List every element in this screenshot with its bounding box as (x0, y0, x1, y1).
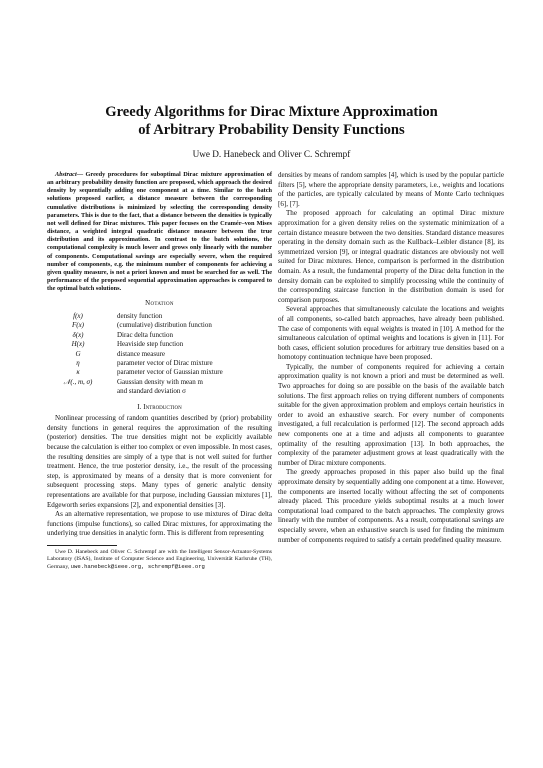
footnote-text: Uwe D. Hanebeck and Oliver C. Schrempf are with the Intelligent Sensor-Actuator-Systems Laboratory (ISAS), Institute of Computer Science and Engineering, Universität Karlsruhe (TH), Germany, (47, 548, 272, 571)
notation-symbol (47, 387, 117, 396)
notation-row (47, 312, 223, 321)
right-paragraph-1: densities by means of random samples [4], which is used by the popular particle filters [5], where the appropriate density parameters, i.e., weights and locations of the particles, are typically calculated by means of Monte Carlo techniques [6], [7]. (278, 171, 504, 208)
notation-symbol: G (75, 349, 81, 358)
right-column (278, 171, 504, 545)
notation-row (47, 350, 223, 359)
footnote-rule (47, 545, 117, 546)
title-line-2: of Arbitrary Probability Density Functions (138, 122, 405, 138)
notation-row (47, 387, 223, 396)
notation-row (47, 359, 223, 368)
notation-symbol: H(x) (71, 340, 85, 349)
abstract-text: Greedy procedures for suboptimal Dirac mixture approximation of an arbitrary probability density function are proposed, which approach the desired density by sequentially adding one component at a time. Similar to the batch solutions proposed earlier, a distance measure between the corresponding cumulative distributions is minimized by selecting the corresponding density parameters. This is due to the fact, that a distance between the densities is typically not well defined for Dirac mixtures. This paper focuses on the Cramér–von Mises distance, a weighted integral quadratic distance measure between the true distribution and its approximation. In contrast to the batch solutions, the computational complexity is much lower and grows only linearly with the number of components. Computational savings are especially severe, when the required number of components, e.g. the minimum number of components for achieving a given quality measure, is not a priori known and must be searched for as well. The performance of the proposed sequential approximation approaches is compared to the optimal batch solutions. (47, 171, 273, 293)
abstract (47, 171, 272, 293)
title-line-1: Greedy Algorithms for Dirac Mixture Approximation (105, 104, 438, 120)
notation-symbol: κ (76, 368, 80, 377)
notation-row (47, 340, 223, 349)
notation-title: Notation (145, 300, 174, 308)
notation-description: (cumulative) distribution function (117, 321, 212, 330)
right-paragraph-3: Several approaches that simultaneously calculate the locations and weights of all components, so-called batch approaches, have already been published. The case of components with equal weights is treated in [10]. A method for the simultaneous calculation of optimal weights and locations is given in [11]. For both cases, efficient solution procedures for arbitrary true densities based on a homotopy continuation technique have been proposed. (278, 305, 504, 362)
notation-symbol: 𝒩(., m, σ) (63, 377, 93, 386)
left-paragraph-2: As an alternative representation, we propose to use mixtures of Dirac delta functions (impulse functions), so called Dirac mixtures, for approximating the underlying true densities in analytic form. This is different from representing (47, 510, 272, 538)
right-paragraph-4: Typically, the number of components required for achieving a certain approximation quality is not known a priori and must be determined as well. Two approaches for doing so are possible on the basis of the available batch solutions. The first approach relies on trying different numbers of components suitable for the given approximation problem and employs certain heuristics in order to avoid an exhaustive search. For every number of components investigated, a full recalculation is performed [12]. The second approach adds new components one at a time and adjusts all components to guarantee optimality of the resulting approximation [13]. In both approaches, the complexity of the parameter adjustment grows at least quadratically with the number of Dirac mixture components. (278, 362, 504, 467)
left-paragraph-1: Nonlinear processing of random quantities described by (prior) probability density functions in general requires the approximation of the resulting (posterior) densities. The true densities might not be explicitly available because the calculation is either too complex or even impossible. In most cases, the resulting densities are simply of a type that is not well suited for further treatment. Hence, the true posterior density, i.e., the result of the processing step, is approximated by means of a density that is more convenient for subsequent processing steps. Many types of generic analytic density representations are available for that purpose, including Gaussian mixtures [1], Edgeworth series expansions [2], and exponential densities [3]. (47, 414, 272, 509)
right-paragraph-2: The proposed approach for calculating an optimal Dirac mixture approximation for a given density relies on the systematic minimization of a certain distance measure between the two densities. Standard distance measures operating in the density domain such as the Kullback–Leibler distance [8], its symmetrized version [9], or integral quadratic distances are obviously not well suited for Dirac mixtures. Hence, comparison is performed in the distribution domain. As a result, the fundamental property of the Dirac delta function in the density domain can be exploited to simplify processing while the continuity of the corresponding staircase function in the distribution domain is used for comparison purposes. (278, 209, 504, 304)
notation-row (47, 321, 223, 330)
footnote-emails: uwe.hanebeck@ieee.org, schrempf@ieee.org (70, 563, 205, 571)
notation-description: Gaussian density with mean m (117, 377, 203, 386)
notation-description: parameter vector of Dirac mixture (117, 358, 213, 367)
notation-symbol: F(x) (71, 321, 85, 330)
notation-description: parameter vector of Gaussian mixture (117, 368, 223, 377)
paper-title (40, 103, 503, 139)
notation-description: Dirac delta function (117, 330, 173, 339)
footnote (47, 549, 272, 572)
notation-description: distance measure (117, 349, 166, 358)
section-heading-introduction: I. Introduction (137, 402, 182, 411)
abstract-dash: — (76, 171, 86, 178)
right-paragraph-5: The greedy approaches proposed in this paper also build up the final approximate density by sequentially adding one component at a time. However, the components are inserted locally without affecting the set of components already placed. This procedure yields suboptimal results at a much lower computational load compared to the batch approaches. The complexity grows linearly with the number of components. As a result, computational savings are especially severe, when an exhaustive search is used for finding the minimum number of components required to satisfy a certain predefined quality measure. (278, 468, 504, 544)
notation-symbol: η (76, 358, 80, 367)
notation-symbol: δ(x) (72, 330, 84, 339)
notation-row (47, 378, 223, 387)
notation-description: Heaviside step function (117, 340, 184, 349)
notation-row (47, 331, 223, 340)
notation-symbol: f(x) (73, 311, 83, 320)
left-column (47, 171, 272, 572)
notation-description: density function (117, 311, 163, 320)
abstract-lead: Abstract (55, 171, 77, 178)
authors: Uwe D. Hanebeck and Oliver C. Schrempf (192, 149, 351, 159)
notation-row (47, 368, 223, 377)
notation-description: and standard deviation σ (117, 387, 186, 396)
notation-table (47, 312, 272, 397)
